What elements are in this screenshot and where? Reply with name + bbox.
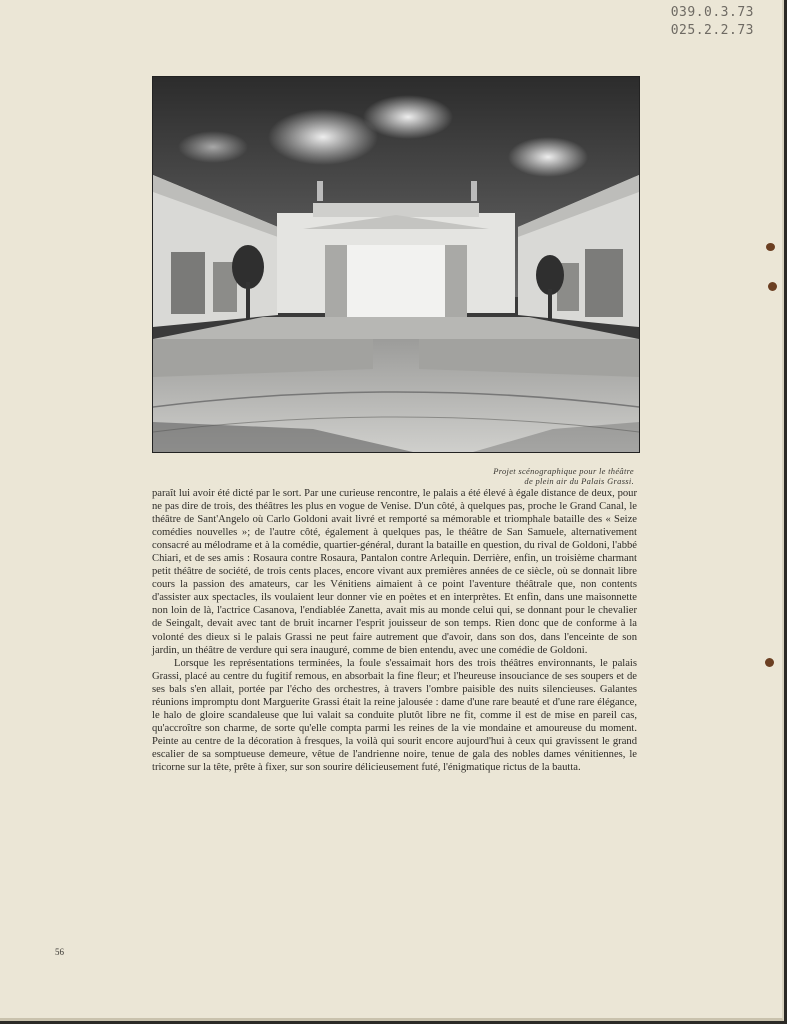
binding-hole-top [766, 243, 775, 251]
binding-hole-bottom [765, 658, 774, 667]
body-paragraph-2: Lorsque les représentations terminées, la foule s'essaimait hors des trois théâtres environnants, le palais Grassi, placé au centre du fugitif remous, en absorbait la fine fleur; et l'heureuse insouciance de ses soupers et de ses bals s'en allait, portée par l'écho des orchestres, à travers l'ombre paisible des nuits silencieuses. Galantes réunions impromptu dont Marguerite Grassi était la reine jalousée : dame d'une rare beauté et d'une rare élégance, le halo de gloire scandaleuse que lui valait sa conduite plutôt libre ne fit, comme il est de mise en pareil cas, qu'accroître son charme, de sorte qu'elle compta parmi les reines de la vie mondaine et amoureuse du moment. Peinte au centre de la décoration à fresques, la voilà qui sourit encore aujourd'hui à ceux qui gravissent le grand escalier de sa somptueuse demeure, vêtue de l'andrienne noire, tenue de gala des nobles dames vénitiennes, le tricorne sur la tête, prête à fixer, sur son sourire délicieusement futé, l'énigmatique rictus de la bautta. [152, 657, 637, 773]
page-number: 56 [55, 947, 64, 957]
archive-reference-line1: 039.0.3.73 [670, 5, 754, 20]
scenographic-illustration [152, 76, 640, 453]
archive-reference [671, 4, 754, 40]
caption-line2: de plein air du Palais Grassi. [524, 476, 634, 486]
figure-caption [394, 466, 634, 486]
article-body [152, 487, 637, 774]
archive-reference-line2: 025.2.2.73 [670, 23, 754, 38]
binding-hole-middle [768, 282, 777, 291]
scenographic-drawing-image [153, 77, 639, 452]
body-paragraph-1: paraît lui avoir été dicté par le sort. Par une curieuse rencontre, le palais a été élevé à égale distance de deux, pour ne pas dire de trois, des théâtres les plus en vogue de Venise. D'un côté, à quelques pas, proche le Grand Canal, le théâtre de Sant'Angelo où Carlo Goldoni avait livré et remporté sa mémorable et triomphale bataille des « Seize comédies nouvelles »; de l'autre côté, également à quelques pas, le théâtre de San Samuele, alternativement consacré au mélodrame et à la comédie, quartier-général, durant la bataille en question, du rival de Goldoni, l'abbé Chiari, et de ses amis : Rosaura contre Rosaura, Pantalon contre Arlequin. Derrière, enfin, un troisième charmant petit théâtre de société, de trois cents places, encore vivant aux premières années de ce siècle, où se donnait libre cours la passion des amateurs, car les Vénitiens aimaient à ce point l'aventure théâtrale que, non contents d'assister aux spectacles, ils voulaient leur donner vie en poètes et en interprètes. Et enfin, dans une maisonnette non loin de là, l'actrice Casanova, l'endiablée Zanetta, avait mis au monde celui qui, se donnant pour le chevalier de Seingalt, devait avec tant de bruit incarner l'esprit jouisseur de son temps. Rien donc que de conforme à la volonté des dieux si le palais Grassi ne peut faire autrement que d'avoir, dans son dos, dans l'enceinte de son jardin, un théâtre de verdure qui sera inauguré, comme de bien entendu, avec une comédie de Goldoni. [152, 488, 637, 656]
caption-line1: Projet scénographique pour le théâtre [493, 466, 634, 476]
